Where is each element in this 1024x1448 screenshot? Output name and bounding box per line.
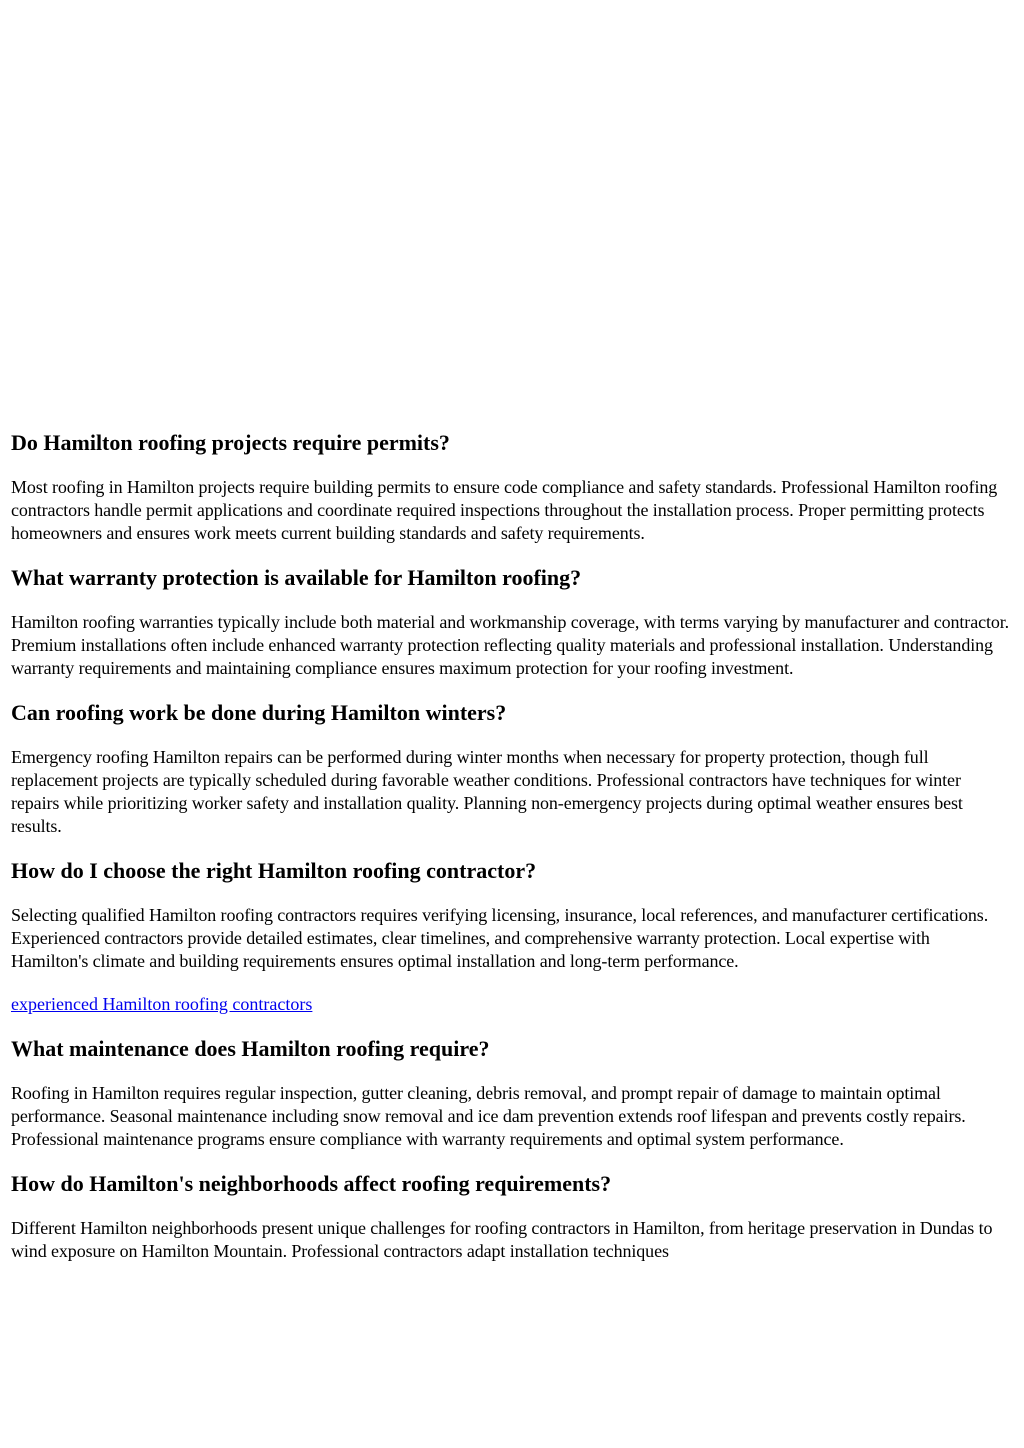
faq-question: How do Hamilton's neighborhoods affect roofing requirements? [11, 1171, 612, 1196]
faq-answer: Most roofing in Hamilton projects require building permits to ensure code compliance and safety standards. Professional Hamilton roofing contractors handle permit applications and coordinate required inspections throughout the installation process. Proper permitting protects homeowners and ensures work meets current building standards and safety requirements. [11, 477, 998, 543]
faq-item-neighborhoods [11, 1171, 1011, 1263]
faq-answer: Emergency roofing Hamilton repairs can be performed during winter months when necessary for property protection, though full replacement projects are typically scheduled during favorable weather conditions. Professional contractors have techniques for winter repairs while prioritizing worker safety and installation quality. Planning non-emergency projects during optimal weather ensures best results. [11, 747, 963, 836]
faq-answer: Selecting qualified Hamilton roofing contractors requires verifying licensing, insurance, local references, and manufacturer certifications. Experienced contractors provide detailed estimates, clear timelines, and comprehensive warranty protection. Local expertise with Hamilton's climate and building requirements ensures optimal installation and long-term performance. [11, 905, 989, 971]
faq-question: How do I choose the right Hamilton roofing contractor? [11, 858, 537, 883]
faq-item-choose-contractor [11, 858, 1011, 1016]
faq-item-permits [11, 430, 1011, 545]
faq-question: What maintenance does Hamilton roofing require? [11, 1036, 490, 1061]
faq-answer: Roofing in Hamilton requires regular inspection, gutter cleaning, debris removal, and prompt repair of damage to maintain optimal performance. Seasonal maintenance including snow removal and ice dam prevention extends roof lifespan and prevents costly repairs. Professional maintenance programs ensure compliance with warranty requirements and optimal system performance. [11, 1083, 966, 1149]
faq-answer: Hamilton roofing warranties typically include both material and workmanship coverage, with terms varying by manufacturer and contractor. Premium installations often include enhanced warranty protection reflecting quality materials and professional installation. Understanding warranty requirements and maintaining compliance ensures maximum protection for your roofing investment. [11, 612, 1010, 678]
experienced-contractors-link[interactable]: experienced Hamilton roofing contractors [11, 994, 313, 1014]
faq-item-winter [11, 700, 1011, 838]
faq-item-warranty [11, 565, 1011, 680]
faq-item-maintenance [11, 1036, 1011, 1151]
faq-question: Can roofing work be done during Hamilton winters? [11, 700, 507, 725]
faq-answer: Different Hamilton neighborhoods present unique challenges for roofing contractors in Hamilton, from heritage preservation in Dundas to wind exposure on Hamilton Mountain. Professional contractors adapt installation techniques [11, 1218, 993, 1261]
faq-question: What warranty protection is available for Hamilton roofing? [11, 565, 582, 590]
faq-question: Do Hamilton roofing projects require permits? [11, 430, 450, 455]
faq-content [11, 430, 1011, 1283]
